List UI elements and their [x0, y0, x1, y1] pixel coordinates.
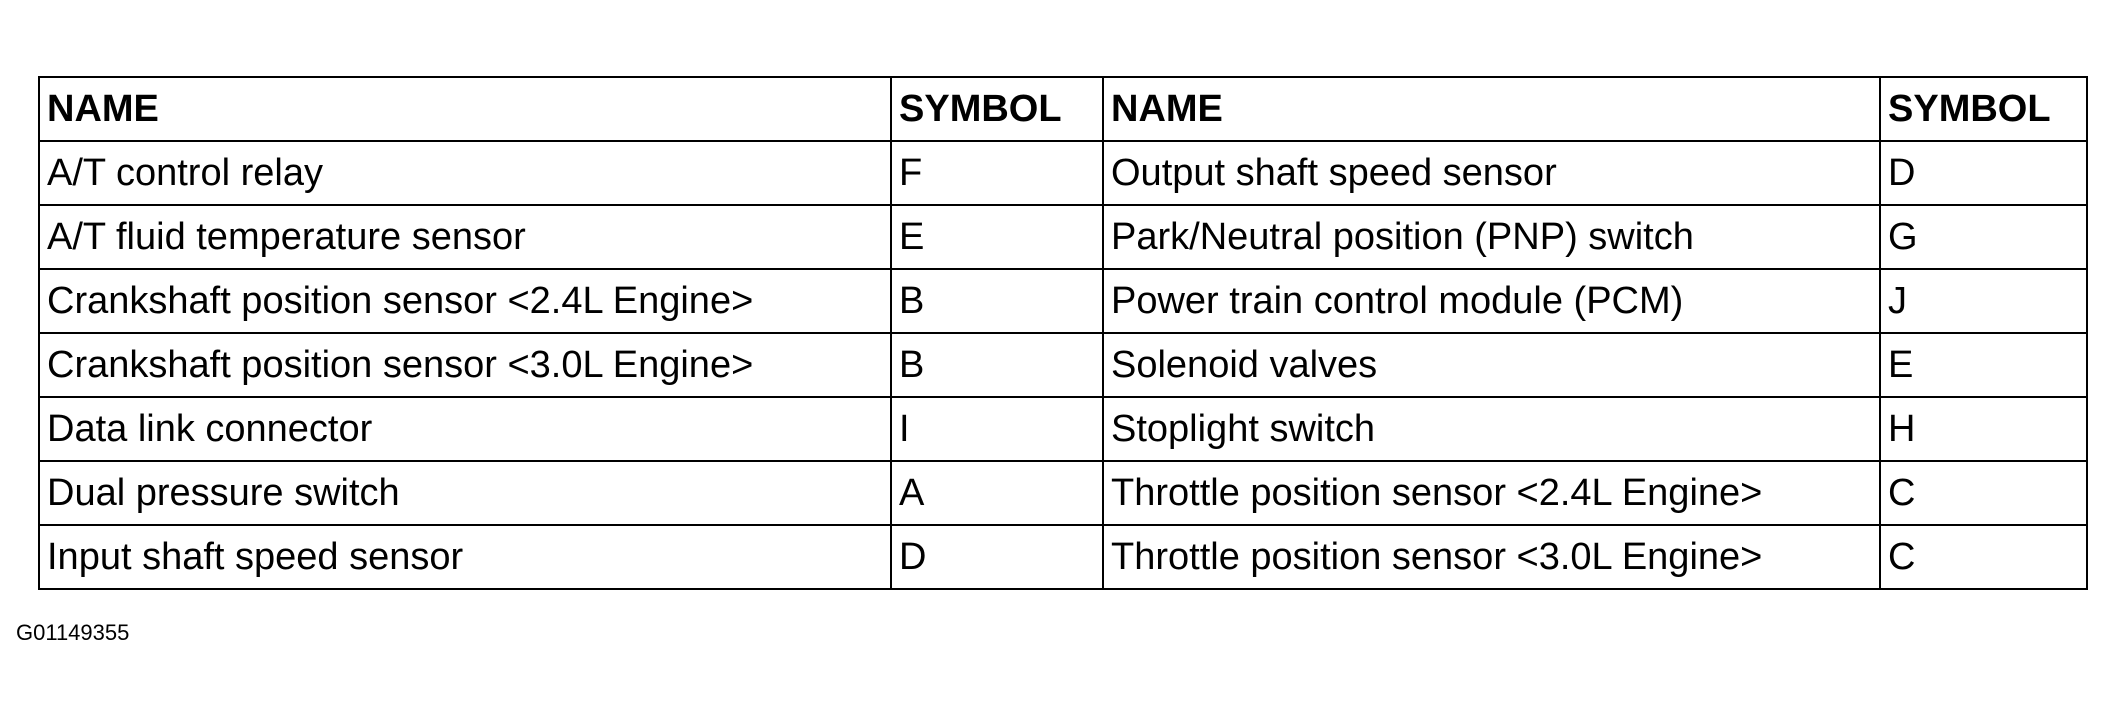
- cell-name-right: Park/Neutral position (PNP) switch: [1103, 205, 1880, 269]
- header-name-left: NAME: [39, 77, 891, 141]
- cell-symbol-right: E: [1880, 333, 2087, 397]
- table-row: [39, 269, 2087, 333]
- cell-name-right: Output shaft speed sensor: [1103, 141, 1880, 205]
- cell-symbol-right: H: [1880, 397, 2087, 461]
- table-row: [39, 333, 2087, 397]
- table-row: [39, 397, 2087, 461]
- cell-name-right: Power train control module (PCM): [1103, 269, 1880, 333]
- cell-symbol-right: G: [1880, 205, 2087, 269]
- table-row: [39, 525, 2087, 589]
- cell-symbol-left: E: [891, 205, 1103, 269]
- table-row: [39, 461, 2087, 525]
- header-symbol-right: SYMBOL: [1880, 77, 2087, 141]
- header-symbol-left: SYMBOL: [891, 77, 1103, 141]
- cell-name-left: Crankshaft position sensor <2.4L Engine>: [39, 269, 891, 333]
- cell-symbol-right: D: [1880, 141, 2087, 205]
- cell-symbol-left: I: [891, 397, 1103, 461]
- header-name-right: NAME: [1103, 77, 1880, 141]
- cell-name-right: Solenoid valves: [1103, 333, 1880, 397]
- table-row: [39, 141, 2087, 205]
- table-header-row: [39, 77, 2087, 141]
- cell-name-left: A/T control relay: [39, 141, 891, 205]
- cell-symbol-left: D: [891, 525, 1103, 589]
- table-row: [39, 205, 2087, 269]
- cell-name-right: Stoplight switch: [1103, 397, 1880, 461]
- cell-name-left: Input shaft speed sensor: [39, 525, 891, 589]
- component-symbol-table: [38, 76, 2088, 590]
- cell-name-left: Data link connector: [39, 397, 891, 461]
- cell-name-left: Dual pressure switch: [39, 461, 891, 525]
- cell-symbol-left: B: [891, 333, 1103, 397]
- cell-name-left: A/T fluid temperature sensor: [39, 205, 891, 269]
- cell-symbol-right: J: [1880, 269, 2087, 333]
- cell-symbol-left: F: [891, 141, 1103, 205]
- cell-symbol-left: A: [891, 461, 1103, 525]
- cell-name-right: Throttle position sensor <3.0L Engine>: [1103, 525, 1880, 589]
- cell-symbol-left: B: [891, 269, 1103, 333]
- cell-name-left: Crankshaft position sensor <3.0L Engine>: [39, 333, 891, 397]
- cell-symbol-right: C: [1880, 461, 2087, 525]
- figure-id: G01149355: [16, 620, 130, 645]
- cell-name-right: Throttle position sensor <2.4L Engine>: [1103, 461, 1880, 525]
- cell-symbol-right: C: [1880, 525, 2087, 589]
